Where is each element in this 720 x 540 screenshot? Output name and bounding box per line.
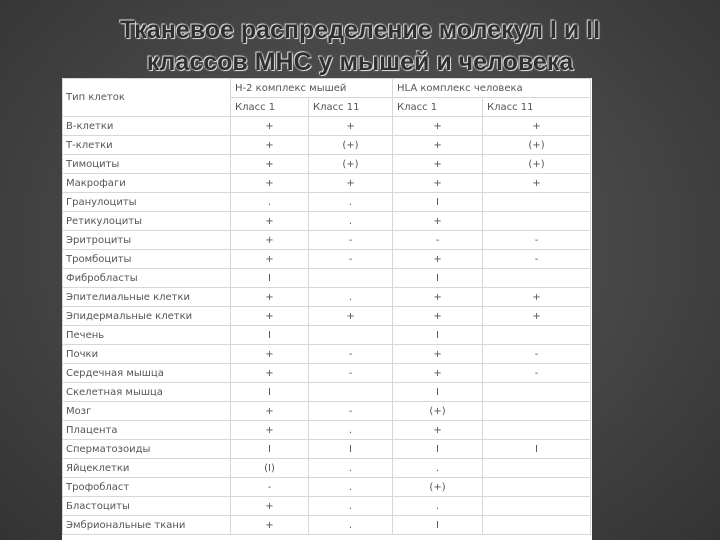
expression-cell: . [309, 288, 393, 307]
expression-cell [309, 269, 393, 288]
table-row [63, 117, 591, 136]
table-row [63, 383, 591, 402]
expression-cell [483, 516, 591, 535]
expression-cell [483, 383, 591, 402]
expression-cell: I [231, 440, 309, 459]
expression-cell: - [483, 345, 591, 364]
expression-cell: (+) [309, 136, 393, 155]
cell-type-name: Мозг [63, 402, 231, 421]
slide-title-line-2: классов МНС у мышей и человека [146, 48, 574, 76]
expression-cell [483, 421, 591, 440]
table-row [63, 326, 591, 345]
expression-cell: + [393, 288, 483, 307]
table-row [63, 307, 591, 326]
row-header-cell: Тип клеток [63, 79, 231, 117]
cell-type-name: Фибробласты [63, 269, 231, 288]
expression-cell: (+) [393, 402, 483, 421]
expression-cell: + [231, 516, 309, 535]
expression-cell: + [483, 288, 591, 307]
table-header-row [63, 79, 591, 98]
expression-cell [483, 326, 591, 345]
expression-cell: (+) [483, 136, 591, 155]
expression-cell: + [393, 174, 483, 193]
expression-cell [483, 269, 591, 288]
cell-type-name: Эпидермальные клетки [63, 307, 231, 326]
expression-cell: I [393, 193, 483, 212]
expression-cell: + [309, 174, 393, 193]
expression-cell: + [231, 136, 309, 155]
expression-cell: + [309, 307, 393, 326]
table-row [63, 421, 591, 440]
expression-cell: + [231, 250, 309, 269]
expression-cell: + [231, 307, 309, 326]
table-body [63, 117, 591, 535]
expression-cell: I [393, 326, 483, 345]
expression-cell: + [231, 497, 309, 516]
table-row [63, 212, 591, 231]
expression-cell: + [231, 212, 309, 231]
expression-cell: I [231, 326, 309, 345]
table-row [63, 155, 591, 174]
expression-cell: - [309, 345, 393, 364]
subheader-cell: Класс 11 [483, 98, 591, 117]
expression-cell: (+) [393, 478, 483, 497]
expression-cell: (I) [231, 459, 309, 478]
table-row [63, 174, 591, 193]
cell-type-name: Т-клетки [63, 136, 231, 155]
expression-cell [483, 402, 591, 421]
subheader-cell: Класс 1 [231, 98, 309, 117]
cell-type-name: Эритроциты [63, 231, 231, 250]
expression-cell: - [483, 231, 591, 250]
expression-cell: + [231, 117, 309, 136]
expression-cell: . [393, 459, 483, 478]
cell-type-name: Тромбоциты [63, 250, 231, 269]
expression-cell: + [393, 364, 483, 383]
table-row [63, 136, 591, 155]
expression-cell: + [483, 307, 591, 326]
expression-cell: . [309, 478, 393, 497]
cell-type-name: Скелетная мышца [63, 383, 231, 402]
expression-cell: - [309, 250, 393, 269]
cell-type-name: Макрофаги [63, 174, 231, 193]
subheader-cell: Класс 1 [393, 98, 483, 117]
expression-cell [483, 212, 591, 231]
expression-cell: - [483, 364, 591, 383]
slide-title [0, 14, 720, 78]
cell-type-name: Плацента [63, 421, 231, 440]
cell-type-name: Ретикулоциты [63, 212, 231, 231]
expression-cell: + [393, 117, 483, 136]
expression-cell: I [231, 269, 309, 288]
expression-cell: + [309, 117, 393, 136]
group-header-human: HLA комплекс человека [393, 79, 591, 98]
expression-cell: I [393, 269, 483, 288]
expression-cell: + [231, 402, 309, 421]
cell-type-name: Трофобласт [63, 478, 231, 497]
expression-cell: I [393, 516, 483, 535]
expression-cell: + [393, 307, 483, 326]
expression-cell: . [309, 421, 393, 440]
table-row [63, 478, 591, 497]
expression-cell [309, 326, 393, 345]
expression-cell: (+) [309, 155, 393, 174]
subheader-cell: Класс 11 [309, 98, 393, 117]
expression-cell: + [231, 155, 309, 174]
expression-cell: I [483, 440, 591, 459]
expression-cell: . [393, 497, 483, 516]
expression-cell: + [231, 364, 309, 383]
cell-type-name: Сердечная мышца [63, 364, 231, 383]
expression-cell [483, 193, 591, 212]
cell-type-name: Печень [63, 326, 231, 345]
cell-type-name: Сперматозоиды [63, 440, 231, 459]
expression-cell: . [309, 516, 393, 535]
table-row [63, 345, 591, 364]
expression-cell [483, 497, 591, 516]
expression-cell: + [393, 136, 483, 155]
expression-cell: + [393, 212, 483, 231]
expression-cell: - [309, 364, 393, 383]
expression-cell: (+) [483, 155, 591, 174]
expression-cell: I [393, 440, 483, 459]
table-row [63, 440, 591, 459]
table-row [63, 459, 591, 478]
cell-type-name: Яйцеклетки [63, 459, 231, 478]
cell-type-name: Бластоциты [63, 497, 231, 516]
table-row [63, 364, 591, 383]
expression-cell: . [309, 459, 393, 478]
expression-cell: + [231, 345, 309, 364]
cell-type-name: Тимоциты [63, 155, 231, 174]
expression-cell: + [483, 174, 591, 193]
expression-cell: - [309, 402, 393, 421]
expression-cell: - [393, 231, 483, 250]
table-row [63, 288, 591, 307]
expression-cell: I [231, 383, 309, 402]
table-row [63, 250, 591, 269]
expression-cell: + [393, 250, 483, 269]
expression-cell: I [393, 383, 483, 402]
cell-type-name: Эмбриональные ткани [63, 516, 231, 535]
table-row [63, 516, 591, 535]
expression-cell [309, 383, 393, 402]
expression-cell: + [393, 421, 483, 440]
cell-type-name: Почки [63, 345, 231, 364]
expression-cell: + [231, 231, 309, 250]
mhc-distribution-table [62, 78, 591, 535]
expression-cell: + [393, 345, 483, 364]
expression-cell: I [309, 440, 393, 459]
expression-cell: - [231, 478, 309, 497]
expression-cell: . [309, 212, 393, 231]
expression-cell: . [309, 193, 393, 212]
slide-title-line-1: Тканевое распределение молекул I и II [119, 16, 601, 44]
group-header-mouse: H-2 комплекс мышей [231, 79, 393, 98]
cell-type-name: В-клетки [63, 117, 231, 136]
expression-cell: + [231, 174, 309, 193]
cell-type-name: Эпителиальные клетки [63, 288, 231, 307]
table-row [63, 497, 591, 516]
expression-cell: - [483, 250, 591, 269]
expression-cell: + [231, 421, 309, 440]
expression-cell [483, 459, 591, 478]
table-sheet [62, 78, 592, 540]
table-row [63, 193, 591, 212]
table-row [63, 269, 591, 288]
table-row [63, 231, 591, 250]
expression-cell: - [309, 231, 393, 250]
expression-cell: . [309, 497, 393, 516]
expression-cell [483, 478, 591, 497]
expression-cell: + [231, 288, 309, 307]
expression-cell: + [393, 155, 483, 174]
expression-cell: + [483, 117, 591, 136]
cell-type-name: Гранулоциты [63, 193, 231, 212]
expression-cell: . [231, 193, 309, 212]
table-row [63, 402, 591, 421]
